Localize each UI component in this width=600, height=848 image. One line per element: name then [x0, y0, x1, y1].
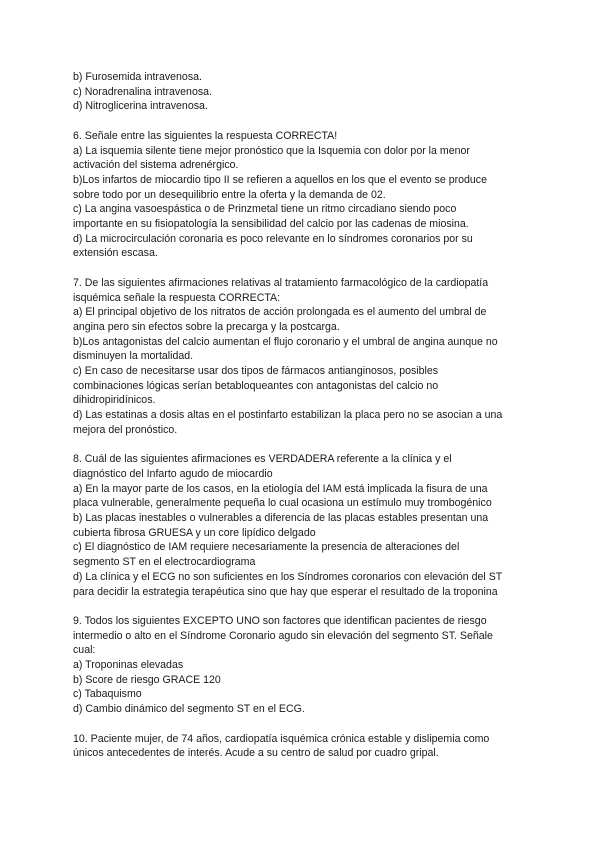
question-6: [73, 129, 533, 261]
question-9-stem-cont: intermedio o alto en el Síndrome Coronario agudo sin elevación del segmento ST. Señale: [73, 629, 493, 642]
question-7-option-c: c) En caso de necesitarse usar dos tipos de fármacos antianginosos, posibles: [73, 365, 439, 378]
question-7-option-d-cont: mejora del pronóstico.: [73, 423, 178, 436]
question-8-option-c-cont: segmento ST en el electrocardiograma: [73, 556, 256, 569]
question-9-stem: 9. Todos los siguientes EXCEPTO UNO son factores que identifican pacientes de riesgo: [73, 614, 487, 627]
question-8-option-b-cont: cubierta fibrosa GRUESA y un core lipídico delgado: [73, 526, 316, 539]
question-8-option-a-cont: placa vulnerable, generalmente pequeña lo cual ocasiona un estímulo muy trombogénico: [73, 497, 492, 510]
question-6-option-b-cont: sobre todo por un desequilibrio entre la oferta y la demanda de 02.: [73, 188, 386, 201]
question-6-option-a-cont: activación del sistema adrenérgico.: [73, 159, 239, 172]
question-9-option-b: b) Score de riesgo GRACE 120: [73, 673, 221, 686]
question-8-option-b: b) Las placas inestables o vulnerables a diferencia de las placas estables presentan una: [73, 512, 489, 525]
question-7: [73, 276, 533, 438]
question-7-option-b-cont: disminuyen la mortalidad.: [73, 350, 194, 363]
option-b: b) Furosemida intravenosa.: [73, 71, 202, 83]
option-d: d) Nitroglicerina intravenosa.: [73, 100, 208, 113]
question-8-stem: 8. Cuál de las siguientes afirmaciones es VERDADERA referente a la clínica y el: [73, 453, 452, 466]
question-8-stem-cont: diagnóstico del Infarto agudo de miocardio: [73, 467, 273, 480]
option-c: c) Noradrenalina intravenosa.: [73, 85, 212, 98]
document-page: [73, 70, 533, 776]
previous-question-options: [73, 70, 533, 114]
question-7-stem-cont: isquémica señale la respuesta CORRECTA:: [73, 291, 281, 304]
question-6-option-c: c) La angina vasoespástica o de Prinzmetal tiene un ritmo circadiano siendo poco: [73, 203, 457, 216]
question-7-option-b: b)Los antagonistas del calcio aumentan el flujo coronario y el umbral de angina aunque no: [73, 335, 498, 348]
question-10-stem: 10. Paciente mujer, de 74 años, cardiopatía isquémica crónica estable y dislipemia como: [73, 732, 490, 745]
question-7-stem: 7. De las siguientes afirmaciones relativas al tratamiento farmacológico de la cardiopatía: [73, 276, 489, 289]
question-8: [73, 452, 533, 599]
question-6-option-b: b)Los infartos de miocardio tipo II se refieren a aquellos en los que el evento se produce: [73, 173, 487, 186]
question-9-stem-cont2: cual:: [73, 644, 96, 657]
question-10-stem-cont: únicos antecedentes de interés. Acude a su centro de salud por cuadro gripal.: [73, 747, 439, 760]
question-7-option-a-cont: angina pero sin efectos sobre la precarga y la postcarga.: [73, 320, 340, 333]
question-9-option-a: a) Troponinas elevadas: [73, 659, 184, 672]
question-7-option-d: d) Las estatinas a dosis altas en el postinfarto estabilizan la placa pero no se asocian a una: [73, 409, 503, 422]
question-8-option-d: d) La clínica y el ECG no son suficientes en los Síndromes coronarios con elevación del ST: [73, 570, 503, 583]
question-6-option-d: d) La microcirculación coronaria es poco relevante en lo síndromes coronarios por su: [73, 232, 473, 245]
question-8-option-a: a) En la mayor parte de los casos, en la etiología del IAM está implicada la fisura de una: [73, 482, 488, 495]
question-8-option-d-cont: para decidir la estrategia terapéutica sino que hay que esperar el resultado de la troponina: [73, 585, 498, 598]
question-7-option-c-cont: combinaciones lógicas serían betabloqueantes con antagonistas del calcio no: [73, 379, 439, 392]
question-6-stem: 6. Señale entre las siguientes la respuesta CORRECTA!: [73, 129, 338, 142]
question-9-option-c: c) Tabaquismo: [73, 688, 142, 701]
question-10: [73, 732, 533, 761]
question-7-option-c-cont2: dihidropiridínicos.: [73, 394, 156, 407]
question-7-option-a: a) El principal objetivo de los nitratos de acción prolongada es el aumento del umbral de: [73, 306, 487, 319]
question-6-option-d-cont: extensión escasa.: [73, 247, 158, 260]
question-9-option-d: d) Cambio dinámico del segmento ST en el ECG.: [73, 703, 305, 716]
question-8-option-c: c) El diagnóstico de IAM requiere necesariamente la presencia de alteraciones del: [73, 541, 460, 554]
question-9: [73, 614, 533, 717]
question-6-option-c-cont: importante en su fisiopatología la sensibilidad del calcio por las cadenas de miosina.: [73, 218, 469, 231]
question-6-option-a: a) La isquemia silente tiene mejor pronóstico que la Isquemia con dolor por la menor: [73, 144, 470, 157]
